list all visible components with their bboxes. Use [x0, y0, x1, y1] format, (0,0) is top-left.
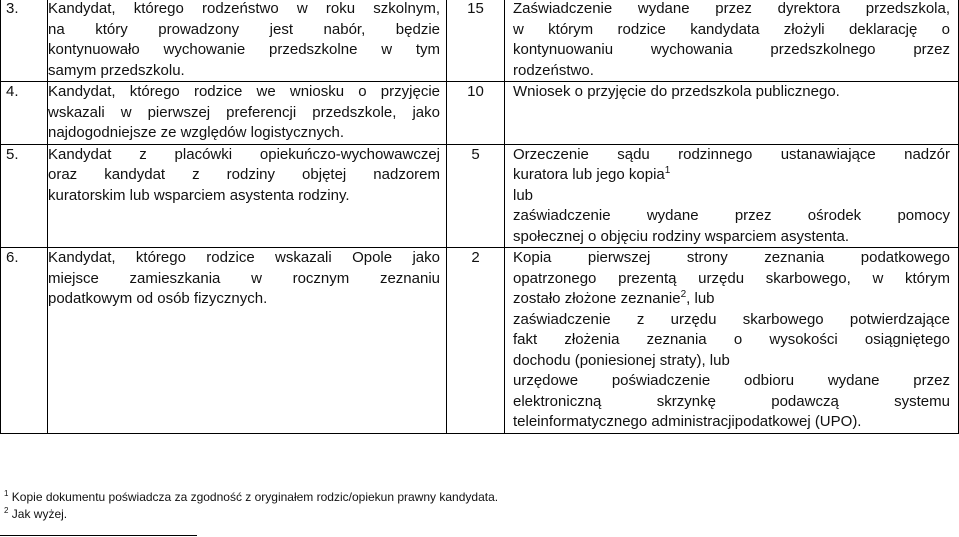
- footnotes: [4, 489, 498, 523]
- footnote-1: $^1$ Kopie dokumentu poświadcza za zgodność z oryginałem rodzic/opiekun prawny kandydata.: [4, 489, 499, 504]
- table-row: [1, 0, 959, 82]
- footnote-separator: [0, 535, 197, 536]
- footnote-2: $^2$ Jak wyżej.: [4, 506, 68, 521]
- table-row: [1, 144, 959, 248]
- criterion-text: Kandydat, którego rodzice we wniosku o przyjęcie wskazali w pierwszej preferencji przedszkole, jako najdogodniejsze ze względów logistycznych.: [48, 82, 447, 145]
- criterion-text: Kandydat, którego rodzice wskazali Opole jako miejsce zamieszkania w rocznym zeznaniu podatkowym od osób fizycznych.: [48, 248, 447, 434]
- row-number: 6.: [1, 248, 48, 434]
- required-document-text: Zaświadczenie wydane przez dyrektora przedszkola, w którym rodzice kandydata złożyli deklarację o kontynuowaniu wychowania przedszkolnego przez rodzeństwo.: [505, 0, 959, 82]
- footnote-ref: 1: [664, 165, 671, 176]
- footnote-ref: 2: [680, 289, 687, 300]
- points-value: 2: [447, 248, 505, 434]
- points-value: 10: [447, 82, 505, 145]
- row-number: 4.: [1, 82, 48, 145]
- required-document-text: Orzeczenie sądu rodzinnego ustanawiające nadzór kuratora lub jego kopia$^1$ lub zaświadczenie wydane przez ośrodek pomocy społecznej o objęciu rodziny wsparciem asystenta.: [505, 144, 959, 248]
- row-number: 5.: [1, 144, 48, 248]
- row-number: 3.: [1, 0, 48, 82]
- required-document-text: Kopia pierwszej strony zeznania podatkowego opatrzonego prezentą urzędu skarbowego, w którym zostało złożone zeznanie$^2$, lub zaświadczenie z urzędu skarbowego potwierdzające fakt złożenia zeznania o wysokości osiągniętego dochodu (poniesionej straty), lub urzędowe poświadczenie odbioru wydane przez elektroniczną skrzynkę podawczą systemu teleinformatycznego administracjipodatkowej (UPO).: [505, 248, 959, 434]
- table-row: [1, 248, 959, 434]
- criterion-text: Kandydat z placówki opiekuńczo-wychowawczej oraz kandydat z rodziny objętej nadzorem kuratorskim lub wsparciem asystenta rodziny.: [48, 144, 447, 248]
- points-value: 15: [447, 0, 505, 82]
- table-row: [1, 82, 959, 145]
- criterion-text: Kandydat, którego rodzeństwo w roku szkolnym, na który prowadzony jest nabór, będzie kontynuowało wychowanie przedszkolne w tym samym przedszkolu.: [48, 0, 447, 82]
- points-value: 5: [447, 144, 505, 248]
- required-document-text: Wniosek o przyjęcie do przedszkola publicznego.: [505, 82, 959, 145]
